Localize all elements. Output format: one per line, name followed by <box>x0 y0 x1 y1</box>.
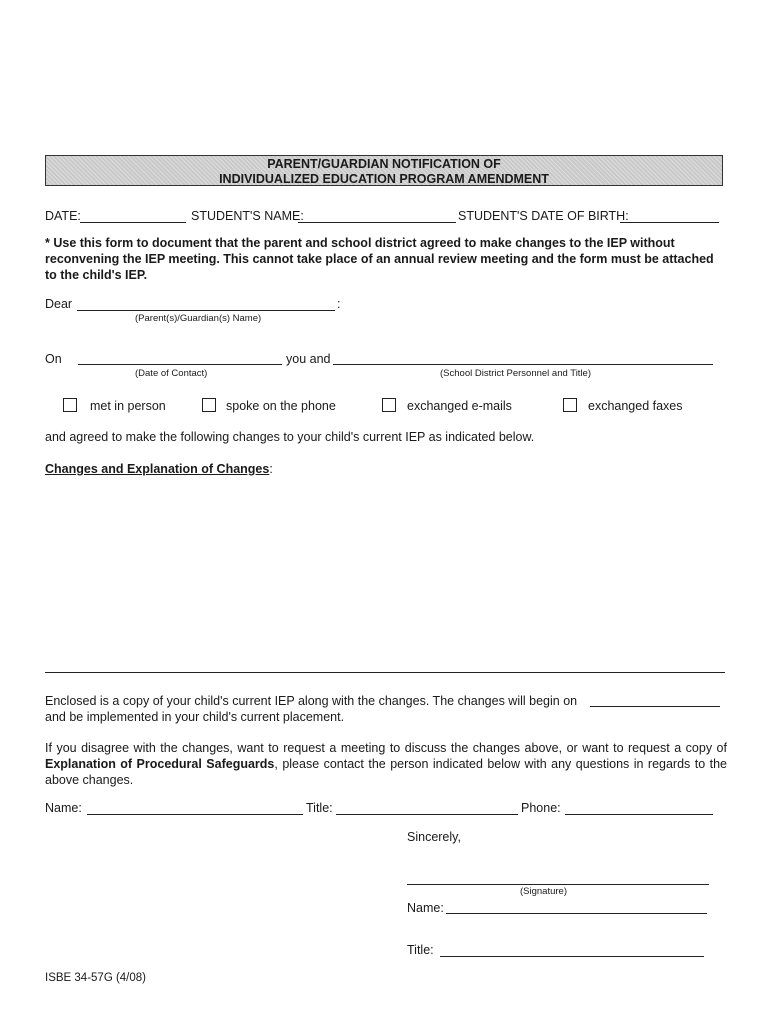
checkbox-exchanged-emails[interactable] <box>382 398 396 412</box>
date-label: DATE: <box>45 209 81 223</box>
parent-name-field[interactable] <box>77 310 335 311</box>
checkbox-met-in-person[interactable] <box>63 398 77 412</box>
contact-phone-field[interactable] <box>565 814 713 815</box>
sincerely-text: Sincerely, <box>407 830 461 844</box>
instructions-notice: * Use this form to document that the parent and school district agreed to make changes to the IEP without reconvening the IEP meeting. This cannot take place of an annual review meeting and the form must be attached to the child's IEP. <box>45 236 714 282</box>
changes-heading <box>45 462 273 476</box>
changes-area[interactable] <box>45 482 725 667</box>
signer-title-label: Title: <box>407 943 434 957</box>
exchanged-emails-label: exchanged e-mails <box>407 399 512 413</box>
changes-heading-colon: : <box>269 462 273 476</box>
date-field[interactable] <box>80 222 186 223</box>
signer-title-field[interactable] <box>440 956 704 957</box>
disagree-paragraph <box>45 740 727 788</box>
spoke-on-phone-label: spoke on the phone <box>226 399 336 413</box>
contact-name-field[interactable] <box>87 814 303 815</box>
met-in-person-label: met in person <box>90 399 166 413</box>
enclosed-line2: and be implemented in your child's current placement. <box>45 710 345 724</box>
agreed-text: and agreed to make the following changes to your child's current IEP as indicated below. <box>45 430 535 444</box>
changes-heading-text: Changes and Explanation of Changes <box>45 462 270 476</box>
contact-title-field[interactable] <box>336 814 518 815</box>
dob-field[interactable] <box>620 222 719 223</box>
procedural-safeguards-text: Explanation of Procedural Safeguards <box>45 757 275 771</box>
contact-date-caption: (Date of Contact) <box>135 368 208 379</box>
form-title-line2: INDIVIDUALIZED EDUCATION PROGRAM AMENDMENT <box>219 172 549 186</box>
signer-name-field[interactable] <box>446 913 707 914</box>
begin-date-field[interactable] <box>590 706 720 707</box>
contact-date-field[interactable] <box>78 364 282 365</box>
dear-label: Dear <box>45 297 73 311</box>
contact-title-label: Title: <box>306 801 333 815</box>
form-title-line1: PARENT/GUARDIAN NOTIFICATION OF <box>267 157 501 171</box>
signature-field[interactable] <box>407 884 709 885</box>
enclosed-line1: Enclosed is a copy of your child's current IEP along with the changes. The changes will begin on <box>45 694 578 708</box>
personnel-field[interactable] <box>333 364 713 365</box>
on-label: On <box>45 352 62 366</box>
signature-caption: (Signature) <box>520 886 567 897</box>
disagree-part1: If you disagree with the changes, want to request a meeting to discuss the changes above, or want to request a copy of <box>45 741 727 755</box>
changes-divider <box>45 672 725 673</box>
checkbox-spoke-on-phone[interactable] <box>202 398 216 412</box>
student-name-field[interactable] <box>298 222 456 223</box>
disagree-part2: , please contact the person indicated below with any questions in regards to the above changes. <box>45 757 727 787</box>
dob-label: STUDENT'S DATE OF BIRTH: <box>458 209 629 223</box>
you-and-label: you and <box>286 352 331 366</box>
checkbox-exchanged-faxes[interactable] <box>563 398 577 412</box>
parent-name-caption: (Parent(s)/Guardian(s) Name) <box>135 313 262 324</box>
signer-name-label: Name: <box>407 901 444 915</box>
form-title <box>45 155 723 186</box>
student-name-label: STUDENT'S NAME: <box>191 209 304 223</box>
form-id: ISBE 34-57G (4/08) <box>45 972 146 984</box>
dear-colon: : <box>337 297 341 311</box>
exchanged-faxes-label: exchanged faxes <box>588 399 683 413</box>
contact-name-label: Name: <box>45 801 82 815</box>
contact-phone-label: Phone: <box>521 801 561 815</box>
personnel-caption: (School District Personnel and Title) <box>440 368 592 379</box>
